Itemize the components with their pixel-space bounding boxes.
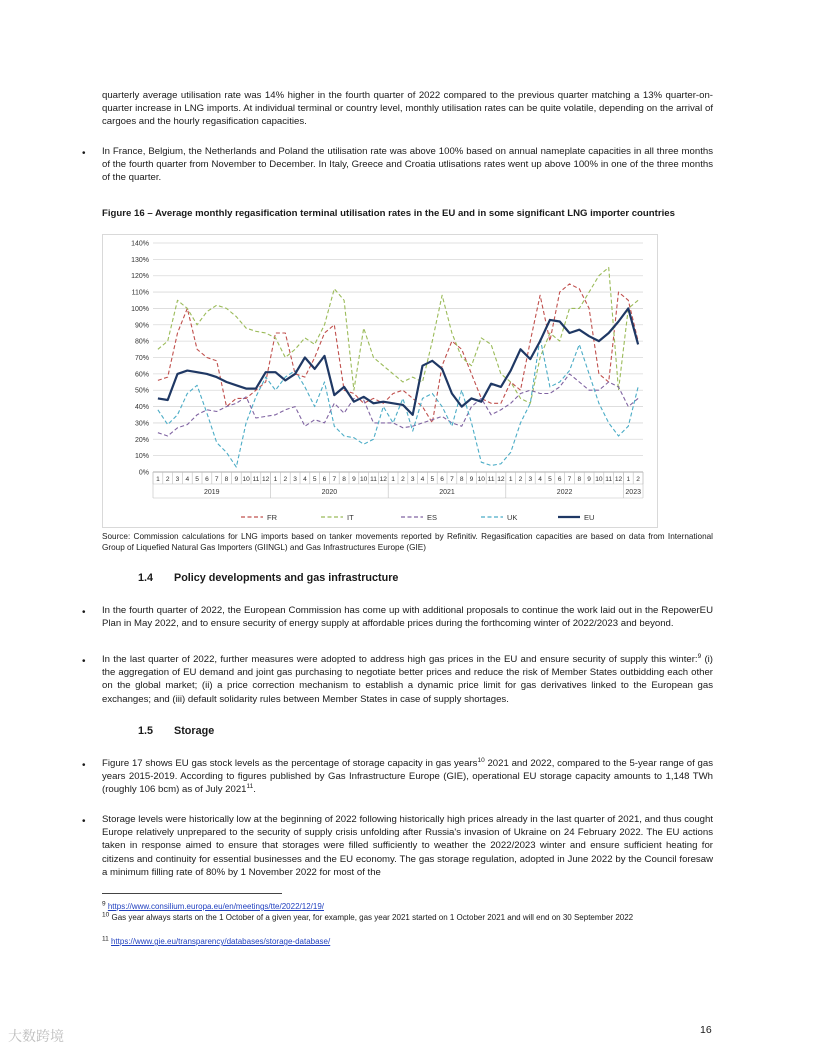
- section14-bullet-2: [102, 653, 713, 706]
- text-run: Figure 17 shows EU gas stock levels as the percentage of storage capacity in gas years: [102, 758, 478, 769]
- x-tick-label: 1: [626, 476, 631, 483]
- x-tick-label: 12: [379, 476, 387, 483]
- intro-bullet-1: In France, Belgium, the Netherlands and Poland the utilisation rate was above 100% based on annual nameplate capacities in all three months of the fourth quarter from November to December. In Italy, Greece and Croatia utlisations rates went up above 100% in one of the three months of the quarter.: [102, 146, 713, 184]
- x-tick-label: 8: [342, 476, 346, 483]
- section-heading-1-5: [138, 725, 214, 738]
- x-tick-label: 1: [391, 476, 395, 483]
- x-tick-label: 5: [312, 476, 317, 483]
- y-tick-label: 70%: [134, 355, 149, 362]
- x-tick-label: 3: [293, 476, 297, 483]
- x-tick-label: 10: [595, 476, 603, 483]
- x-tick-label: 12: [614, 476, 623, 483]
- section14-bullet-1: In the fourth quarter of 2022, the European Commission has come up with additional proposals to continue the work laid out in the RepowerEU Plan in May 2022, and to ensure security of energy supply at affordable prices during the forthcoming winter of 2022/2023 and beyond.: [102, 605, 713, 630]
- y-tick-label: 90%: [134, 322, 149, 330]
- x-tick-label: 11: [370, 476, 377, 483]
- section-number: 1.4: [138, 572, 154, 584]
- figure-title: Figure 16 – Average monthly regasification terminal utilisation rates in the EU and in some significant LNG importer countries: [102, 208, 675, 219]
- legend-label-eu: EU: [584, 513, 595, 522]
- y-tick-label: 10%: [134, 453, 149, 461]
- page-number: 16: [700, 1024, 712, 1036]
- intro-paragraph: quarterly average utilisation rate was 14% higher in the fourth quarter of 2022 compared to the previous quarter matching a 13% quarter-on-quarter increase in LNG imports. At individual terminal or country level, monthly utilisation rates can be quite volatile, depending on the arrival of cargoes and the hourly regasification capacities.: [102, 90, 713, 128]
- x-tick-label: 6: [205, 476, 209, 483]
- section-title: Storage: [174, 725, 215, 737]
- text-run: (i) the aggregation of EU demand and joint gas purchasing to negotiate better prices and reduce the risk of Member States outbidding each other on the global market; (ii) a price correction mechanism to establish a dynamic price limit for gas derivatives linked to the European gas exchanges; and (iii) default solidarity rules between Member States in case of supply shortages.: [102, 654, 713, 705]
- x-tick-label: 10: [360, 476, 368, 483]
- y-tick-label: 30%: [134, 420, 149, 428]
- series-line-eu: [158, 308, 638, 414]
- x-tick-label: 8: [577, 476, 582, 483]
- legend-label-fr: FR: [267, 513, 277, 522]
- y-tick-label: 130%: [131, 256, 149, 264]
- figure-source: Source: Commission calculations for LNG imports based on tanker movements reported by Refinitiv. Regasification capacities are based on data from International Group of Liquefied Natural Gas Importers (GIINGL) and Gas Infrastructures Europe (GIE): [102, 532, 713, 552]
- x-year-label: 2019: [204, 489, 220, 496]
- watermark-logo: 大数跨境: [8, 1028, 64, 1044]
- x-tick-label: 1: [273, 476, 278, 483]
- y-tick-label: 40%: [134, 404, 149, 412]
- y-tick-label: 80%: [134, 338, 149, 346]
- x-tick-label: 3: [528, 476, 533, 483]
- x-tick-label: 2: [401, 476, 405, 483]
- section15-bullet-2: Storage levels were historically low at the beginning of 2022 following historically high prices already in the last quarter of 2021, and thus cought Europe relatively unprepared to the security of supply crisis unfolding after Russia's invasion of Ukraine on 24 February 2022. The EU actions taken in response aimed to ensure that storages were filled sufficiently to weather the 2022/2023 winter and ensure sufficient heating for citizens and continuity for essential businesses and the EU economy. The gas storage regulation, adopted in June 2022 by the Council foresaw a minimum filling rate of 80% by 1 November 2022 for most of the: [102, 814, 713, 878]
- footnote-10: [102, 912, 713, 923]
- footnote-number: 11: [102, 935, 109, 943]
- text-run: .: [253, 784, 256, 796]
- x-tick-label: 9: [234, 476, 239, 483]
- footnote-ref-10[interactable]: 10: [477, 756, 485, 764]
- footnote-10-text: Gas year always starts on the 1 October of a given year, for example, gas year 2021 started on 1 October 2021 and will end on 30 September 2022: [111, 913, 634, 922]
- footnote-ref-11[interactable]: 11: [246, 783, 254, 791]
- section15-bullet-1: [102, 757, 713, 797]
- series-line-fr: [158, 284, 638, 423]
- x-tick-label: 2: [518, 476, 523, 483]
- x-year-label: 2020: [321, 489, 338, 496]
- x-tick-label: 10: [477, 476, 485, 483]
- footnote-number: 9: [102, 900, 106, 908]
- footnote-9-link[interactable]: https://www.consilium.europa.eu/en/meetings/tte/2022/12/19/: [107, 902, 324, 911]
- bullet-icon: •: [82, 760, 86, 771]
- x-tick-label: 11: [252, 476, 260, 483]
- x-tick-label: 6: [322, 476, 327, 483]
- bullet-icon: •: [82, 816, 86, 827]
- x-tick-label: 7: [332, 476, 337, 483]
- x-tick-label: 9: [469, 476, 474, 483]
- x-year-label: 2022: [556, 489, 573, 496]
- utilisation-line-chart: [103, 235, 657, 527]
- x-tick-label: 2: [283, 476, 288, 483]
- x-tick-label: 6: [440, 476, 444, 483]
- x-tick-label: 7: [450, 476, 454, 483]
- x-tick-label: 11: [605, 476, 613, 483]
- x-tick-label: 10: [242, 476, 250, 483]
- x-tick-label: 12: [262, 476, 270, 483]
- x-tick-label: 2: [636, 476, 640, 483]
- footnote-ref-9[interactable]: 9: [697, 652, 702, 660]
- x-tick-label: 5: [548, 476, 552, 483]
- x-tick-label: 4: [538, 476, 542, 483]
- text-run: In the last quarter of 2022, further measures were adopted to address high gas prices in the EU and ensure security of supply this winter:: [102, 654, 698, 665]
- x-year-label: 2021: [439, 489, 455, 496]
- chart-frame: [102, 234, 658, 528]
- text-run: 2021 and 2022, compared to the 5-year range of gas years 2015-2019. According to figures published by Gas Infrastructure Europe (GIE), operational EU storage capacity amounts to 1,148 TWh (roughly 106 bcm) as of July 2021: [102, 758, 713, 796]
- x-tick-label: 4: [420, 476, 425, 483]
- footnote-number: 10: [102, 911, 110, 919]
- x-tick-label: 2: [165, 476, 170, 483]
- x-tick-label: 1: [508, 476, 513, 483]
- legend-label-it: IT: [347, 513, 354, 522]
- section-number: 1.5: [138, 725, 154, 737]
- footnote-11-link[interactable]: https://www.gie.eu/transparency/databases/storage-database/: [110, 937, 331, 946]
- x-tick-label: 8: [459, 476, 464, 483]
- x-tick-label: 5: [430, 476, 435, 483]
- footnote-11: [102, 936, 713, 947]
- x-tick-label: 11: [487, 476, 495, 483]
- x-tick-label: 7: [567, 476, 572, 483]
- legend-label-uk: UK: [507, 513, 518, 522]
- footnote-separator: [102, 893, 282, 894]
- section-heading-1-4: [138, 572, 398, 585]
- y-tick-label: 140%: [131, 240, 149, 248]
- y-tick-label: 0%: [138, 469, 149, 477]
- section-title: Policy developments and gas infrastructure: [174, 572, 399, 584]
- x-tick-label: 8: [224, 476, 229, 483]
- x-tick-label: 9: [587, 476, 591, 483]
- x-tick-label: 7: [214, 476, 219, 483]
- x-tick-label: 1: [156, 476, 160, 483]
- y-tick-label: 50%: [134, 387, 149, 395]
- x-tick-label: 6: [557, 476, 562, 483]
- x-tick-label: 3: [410, 476, 415, 483]
- x-tick-label: 12: [497, 476, 505, 483]
- x-tick-label: 4: [185, 476, 190, 483]
- x-tick-label: 9: [352, 476, 356, 483]
- x-year-label: 2023: [625, 489, 641, 496]
- x-tick-label: 3: [175, 476, 180, 483]
- y-tick-label: 120%: [131, 273, 149, 281]
- x-tick-label: 4: [303, 476, 307, 483]
- x-tick-label: 5: [195, 476, 199, 483]
- legend-label-es: ES: [427, 513, 438, 522]
- y-tick-label: 110%: [131, 289, 149, 297]
- bullet-icon: •: [82, 148, 86, 159]
- bullet-icon: •: [82, 607, 86, 618]
- bullet-icon: •: [82, 656, 86, 667]
- y-tick-label: 60%: [134, 371, 149, 379]
- footnote-9: [102, 901, 713, 912]
- y-tick-label: 100%: [131, 305, 149, 313]
- y-tick-label: 20%: [134, 436, 149, 444]
